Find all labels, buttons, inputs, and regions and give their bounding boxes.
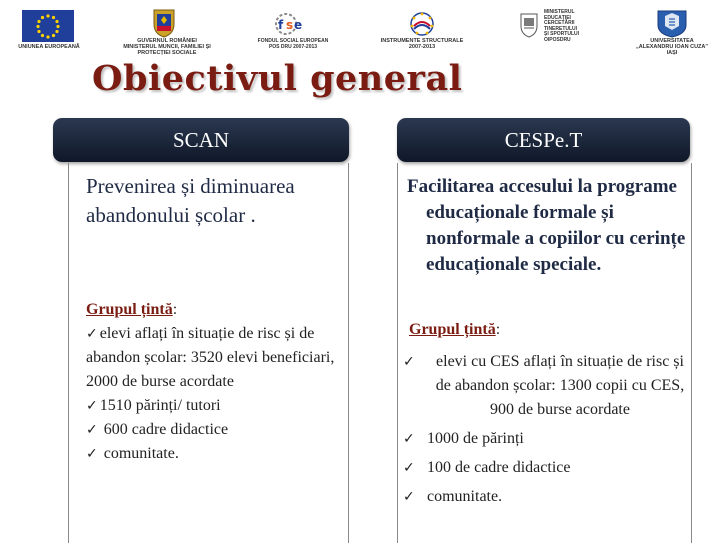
check-icon: ✓ bbox=[403, 354, 415, 370]
target-group-colon: : bbox=[172, 301, 178, 318]
instrumente-structurale-label: INSTRUMENTE STRUCTURALE 2007-2013 bbox=[380, 38, 464, 50]
target-group-label: Grupul țintă bbox=[86, 301, 173, 318]
eu-flag-logo bbox=[22, 10, 74, 47]
target-group-heading bbox=[409, 321, 500, 339]
esf-label: FONDUL SOCIAL EUROPEAN POS DRU 2007-2013 bbox=[257, 38, 329, 50]
ministry-education-label: MINISTERUL EDUCAȚIEI CERCETĂRII TINERETULUI ȘI SPORTULUI OIPOSDRU bbox=[544, 9, 580, 43]
page-title: Obiectivul general bbox=[92, 58, 463, 99]
check-icon: ✓ bbox=[86, 422, 98, 438]
objective-cespet: Facilitarea accesului la programe educaționale formale și nonformale a copiilor cu cerințe educaționale speciale. bbox=[407, 176, 686, 275]
target-group-label: Grupul țintă bbox=[409, 321, 496, 338]
objective-scan: Prevenirea și diminuarea abandonului școlar . bbox=[86, 174, 295, 227]
logo-strip bbox=[0, 0, 720, 62]
column-header-label: SCAN bbox=[172, 127, 230, 152]
list-item-text: 600 cadre didactice bbox=[99, 421, 229, 438]
target-group-heading bbox=[86, 298, 348, 322]
svg-text:s: s bbox=[286, 18, 294, 32]
column-header-label: CESPe.T bbox=[504, 127, 583, 152]
check-icon: ✓ bbox=[86, 326, 98, 342]
university-label: UNIVERSITATEA „ALEXANDRU IOAN CUZA" IAȘI bbox=[636, 38, 708, 56]
target-group-cespet bbox=[403, 350, 693, 514]
check-icon: ✓ bbox=[403, 431, 415, 447]
check-icon: ✓ bbox=[403, 460, 415, 476]
target-group-scan bbox=[86, 298, 348, 466]
list-item bbox=[86, 322, 348, 394]
check-icon: ✓ bbox=[86, 446, 98, 462]
list-item-text: 1000 de părinți bbox=[427, 430, 524, 447]
eu-flag-label: UNIUNEA EUROPEANĂ bbox=[18, 44, 80, 50]
list-item-text: 1510 părinți/ tutori bbox=[99, 397, 221, 414]
list-item bbox=[403, 427, 693, 451]
target-group-colon: : bbox=[495, 321, 501, 338]
list-item-text: elevi aflați în situație de risc și de abandon școlar: 3520 elevi beneficiari, 2000 de burse acordate bbox=[86, 325, 335, 390]
list-item bbox=[403, 485, 693, 509]
column-header-scan bbox=[53, 118, 349, 162]
romanian-government-label: GUVERNUL ROMÂNIEI MINISTERUL MUNCII, FAMILIEI ȘI PROTECȚIEI SOCIALE bbox=[123, 38, 211, 56]
list-item bbox=[403, 456, 693, 480]
list-item-text: comunitate. bbox=[427, 488, 503, 505]
column-header-cespet bbox=[397, 118, 690, 162]
svg-text:e: e bbox=[294, 18, 303, 32]
list-item-text: elevi cu CES aflați în situație de risc și de abandon școlar: 1300 copii cu CES, 900 de burse acordate bbox=[435, 353, 685, 418]
ministry-education-logo bbox=[518, 12, 540, 43]
check-icon: ✓ bbox=[86, 398, 98, 414]
svg-text:f: f bbox=[278, 18, 284, 32]
check-icon: ✓ bbox=[403, 489, 415, 505]
list-item bbox=[86, 394, 348, 418]
list-item bbox=[403, 350, 693, 422]
list-item bbox=[86, 442, 348, 466]
list-item bbox=[86, 418, 348, 442]
list-item-text: comunitate. bbox=[99, 445, 179, 462]
list-item-text: 100 de cadre didactice bbox=[427, 459, 571, 476]
